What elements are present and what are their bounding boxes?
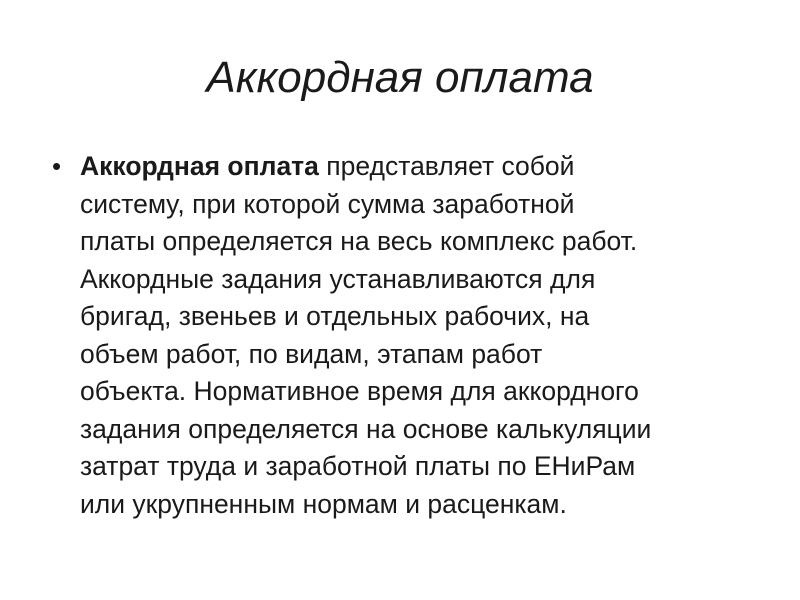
bullet-line-4: Аккордные задания устанавливаются для <box>80 263 596 294</box>
bullet-marker: • <box>52 151 62 181</box>
bullet-line-1 <box>80 148 770 186</box>
bullet-bold-lead: Аккордная оплата <box>80 151 319 181</box>
bullet-line-9: затрат труда и заработной платы по ЕНиРам <box>80 451 636 481</box>
bullet-line-1-rest: представляет собой <box>318 151 575 181</box>
bullet-list <box>50 148 770 523</box>
bullet-line-3: платы определяется на весь комплекс работ. <box>80 226 638 256</box>
bullet-line-10: или укрупненным нормам и расценкам. <box>80 488 567 519</box>
bullet-line-7: объекта. Нормативное время для аккордного <box>80 376 639 406</box>
bullet-line-6: объем работ, по видам, этапам работ <box>80 338 543 369</box>
bullet-text <box>80 148 770 523</box>
bullet-line-5: бригад, звеньев и отдельных рабочих, на <box>80 301 590 331</box>
slide-title: Аккордная оплата <box>206 53 594 102</box>
bullet-line-8: задания определяется на основе калькуляции <box>80 413 652 444</box>
bullet-item <box>50 148 770 523</box>
bullet-line-2: системy, при которой сумма заработной <box>80 188 575 219</box>
